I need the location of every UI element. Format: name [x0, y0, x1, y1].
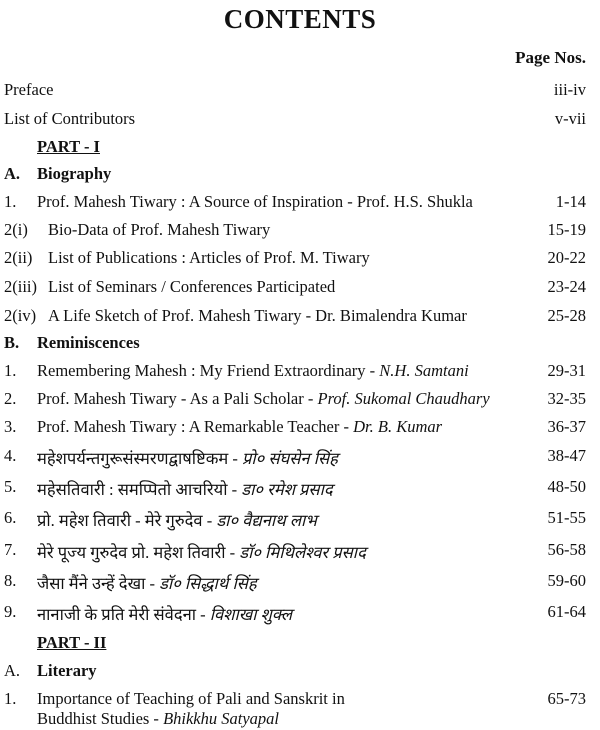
entry-number: 6.	[4, 508, 17, 527]
section-title: Biography	[37, 164, 112, 183]
entry-number: 2(iii)	[4, 277, 37, 296]
section-heading	[0, 661, 600, 689]
entry-author: N.H. Samtani	[379, 361, 469, 380]
entry-pages: 56-58	[547, 540, 586, 559]
entry-author: Dr. B. Kumar	[353, 417, 443, 436]
entry-number: 2(i)	[4, 220, 28, 239]
entry-title-line2: Buddhist Studies -	[37, 709, 164, 728]
part-label: PART - I	[37, 137, 100, 156]
entry-number: 5.	[4, 477, 17, 496]
entry-pages: 59-60	[547, 571, 586, 590]
entry-number: 1.	[4, 192, 17, 211]
entry-author: Bhikkhu Satyapal	[163, 709, 279, 728]
entry-text	[37, 361, 469, 381]
entry-pages: 36-37	[547, 417, 586, 436]
section-heading	[0, 164, 600, 192]
entry-author: विशाखा शुक्ल	[209, 605, 293, 624]
entry-author: डॉ० सिद्धार्थ सिंह	[159, 574, 257, 593]
toc-entry	[0, 109, 600, 137]
toc-entry	[0, 446, 600, 474]
entry-number: 1.	[4, 689, 17, 708]
toc-entry	[0, 571, 600, 599]
entry-pages: 61-64	[547, 602, 586, 621]
entry-text	[37, 508, 317, 531]
entry-number: 2.	[4, 389, 17, 408]
part-heading	[0, 633, 600, 661]
entry-title: Remembering Mahesh : My Friend Extraordinary -	[37, 361, 380, 380]
entry-number: 4.	[4, 446, 17, 465]
entry-pages: v-vii	[554, 109, 586, 128]
entry-author: डा० रमेश प्रसाद	[241, 480, 333, 499]
entry-title: Prof. Mahesh Tiwary - As a Pali Scholar -	[37, 389, 318, 408]
entry-author: Prof. Sukomal Chaudhary	[317, 389, 490, 408]
page-nos-header: Page Nos.	[515, 48, 586, 67]
entry-pages: 38-47	[547, 446, 586, 465]
entry-title: मेरे पूज्य गुरुदेव प्रो. महेश तिवारी -	[37, 543, 240, 562]
entry-author: प्रो० संघसेन सिंह	[242, 449, 338, 468]
toc-entry	[0, 389, 600, 417]
entry-text: Bio-Data of Prof. Mahesh Tiwary	[48, 220, 271, 239]
entry-text	[37, 571, 257, 594]
toc-entry	[0, 277, 600, 305]
entry-text	[37, 540, 366, 563]
entry-author: डॉ० मिथिलेश्वर प्रसाद	[239, 543, 366, 562]
entry-title: महेसतिवारी : समप्पितो आचरियो -	[37, 480, 242, 499]
entry-text	[37, 389, 490, 409]
section-heading	[0, 333, 600, 361]
section-letter: A.	[4, 661, 21, 680]
entry-number: 1.	[4, 361, 17, 380]
section-letter: B.	[4, 333, 20, 352]
entry-pages: 51-55	[547, 508, 586, 527]
section-title: Reminiscences	[37, 333, 140, 352]
entry-text: List of Seminars / Conferences Participated	[48, 277, 336, 296]
entry-text: List of Contributors	[4, 109, 136, 128]
entry-number: 9.	[4, 602, 17, 621]
entry-pages: 29-31	[547, 361, 586, 380]
entry-pages: iii-iv	[553, 80, 586, 99]
entry-pages: 48-50	[547, 477, 586, 496]
part-heading	[0, 137, 600, 165]
entry-number: 3.	[4, 417, 17, 436]
entry-text: A Life Sketch of Prof. Mahesh Tiwary - Dr. Bimalendra Kumar	[48, 306, 467, 325]
entry-text	[37, 417, 442, 437]
entry-title: महेशपर्यन्तगुरूसंस्मरणद्वाषष्टिकम -	[37, 449, 242, 468]
entry-text: Preface	[4, 80, 54, 99]
entry-text	[37, 446, 338, 469]
toc-entry	[0, 540, 600, 568]
toc-entry	[0, 220, 600, 248]
entry-text	[37, 689, 345, 729]
entry-pages: 65-73	[547, 689, 586, 708]
toc-entry	[0, 361, 600, 389]
entry-pages: 23-24	[547, 277, 586, 296]
entry-number: 2(iv)	[4, 306, 37, 325]
entry-pages: 15-19	[547, 220, 586, 239]
entry-text	[37, 602, 292, 625]
toc-entry	[0, 192, 600, 220]
toc-entry	[0, 477, 600, 505]
entry-text: Prof. Mahesh Tiwary : A Source of Inspiration - Prof. H.S. Shukla	[37, 192, 473, 211]
entry-text	[37, 477, 333, 500]
toc-entry	[0, 417, 600, 445]
section-letter: A.	[4, 164, 21, 183]
toc-entry	[0, 508, 600, 536]
toc-entry	[0, 602, 600, 630]
entry-number: 8.	[4, 571, 17, 590]
entry-pages: 32-35	[547, 389, 586, 408]
entry-pages: 1-14	[555, 192, 586, 211]
toc-entry	[0, 80, 600, 108]
entry-title: प्रो. महेश तिवारी - मेरे गुरुदेव -	[37, 511, 217, 530]
entry-title-line1: Importance of Teaching of Pali and Sanskrit in	[37, 689, 345, 708]
entry-title: जैसा मैंने उन्हें देखा -	[37, 574, 160, 593]
entry-number: 2(ii)	[4, 248, 33, 267]
contents-title: CONTENTS	[223, 4, 377, 34]
part-label: PART - II	[37, 633, 107, 652]
toc-entry	[0, 248, 600, 276]
entry-pages: 20-22	[547, 248, 586, 267]
entry-text: List of Publications : Articles of Prof. M. Tiwary	[48, 248, 370, 267]
entry-title: नानाजी के प्रति मेरी संवेदना -	[37, 605, 210, 624]
entry-number: 7.	[4, 540, 17, 559]
entry-author: डा० वैद्यनाथ लाभ	[216, 511, 317, 530]
entry-title: Prof. Mahesh Tiwary : A Remarkable Teacher -	[37, 417, 354, 436]
section-title: Literary	[37, 661, 97, 680]
toc-entry	[0, 689, 600, 729]
toc-entry	[0, 306, 600, 334]
entry-pages: 25-28	[547, 306, 586, 325]
